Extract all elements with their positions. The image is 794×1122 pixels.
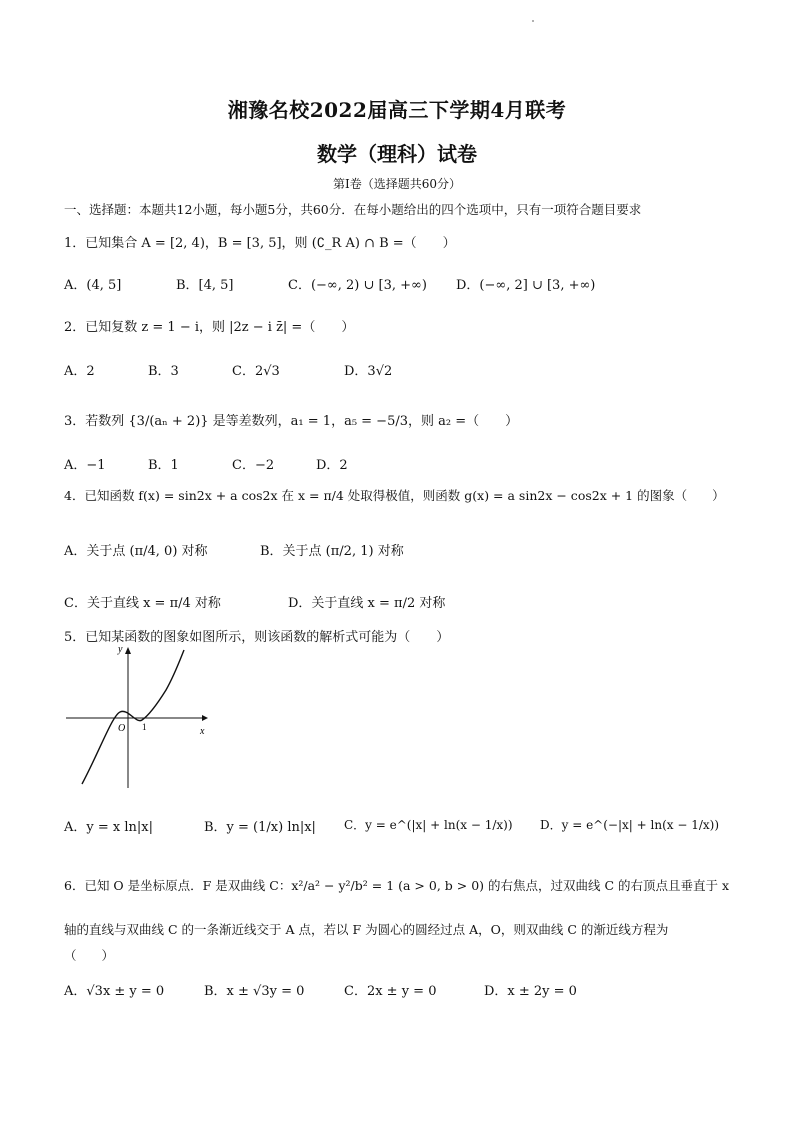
question-2-stem: 2．已知复数 z = 1 − i，则 |2z − i z̄| =（ ） bbox=[64, 320, 355, 335]
question-4-option-b: B．关于点 (π/2, 1) 对称 bbox=[260, 544, 404, 559]
question-1-option-b: B．[4, 5] bbox=[176, 278, 234, 293]
question-3-stem: 3．若数列 {3/(aₙ + 2)} 是等差数列，a₁ = 1，a₅ = −5/3，则 a₂ =（ ） bbox=[64, 414, 519, 429]
question-2-option-c: C．2√3 bbox=[232, 364, 280, 379]
graph-y-arrow bbox=[125, 647, 131, 654]
question-3-option-b: B．1 bbox=[148, 458, 179, 473]
function-graph bbox=[62, 642, 212, 792]
question-6-stem-line-2: 轴的直线与双曲线 C 的一条渐近线交于 A 点，若以 F 为圆心的圆经过点 A，O，则双曲线 C 的渐近线方程为 bbox=[64, 922, 669, 937]
part-label: 第I卷（选择题共60分） bbox=[332, 177, 461, 191]
question-1-stem: 1．已知集合 A = [2, 4)，B = [3, 5]，则 (∁_R A) ∩ B =（ ） bbox=[64, 236, 456, 251]
graph-origin-label: O bbox=[118, 723, 126, 734]
question-6-option-a: A．√3x ± y = 0 bbox=[64, 984, 165, 999]
graph-curve bbox=[82, 650, 184, 784]
question-5-option-c: C．y = e^(|x| + ln(x − 1/x)) bbox=[344, 818, 513, 832]
question-4-option-d: D．关于直线 x = π/2 对称 bbox=[288, 596, 446, 611]
question-5-stem: 5．已知某函数的图象如图所示，则该函数的解析式可能为（ ） bbox=[64, 630, 450, 645]
question-2-option-b: B．3 bbox=[148, 364, 179, 379]
question-1-option-d: D．(−∞, 2] ∪ [3, +∞) bbox=[456, 278, 596, 293]
section-instructions: 一、选择题：本题共12小题，每小题5分，共60分．在每小题给出的四个选项中，只有一项符合题目要求 bbox=[64, 202, 642, 217]
question-3-option-c: C．−2 bbox=[232, 458, 275, 473]
page-title: 湘豫名校2022届高三下学期4月联考 bbox=[227, 98, 567, 122]
graph-x-arrow bbox=[202, 715, 208, 721]
question-2-option-a: A．2 bbox=[64, 364, 95, 379]
question-5-option-d: D．y = e^(−|x| + ln(x − 1/x)) bbox=[540, 818, 720, 832]
question-4-option-c: C．关于直线 x = π/4 对称 bbox=[64, 596, 221, 611]
question-6-stem-line-1: 6．已知 O 是坐标原点．F 是双曲线 C：x²/a² − y²/b² = 1 (a > 0, b > 0) 的右焦点，过双曲线 C 的右顶点且垂直于 x bbox=[64, 878, 730, 893]
question-2-option-d: D．3√2 bbox=[344, 364, 393, 379]
page-subtitle: 数学（理科）试卷 bbox=[317, 142, 477, 166]
question-3-option-a: A．−1 bbox=[64, 458, 106, 473]
question-6-option-b: B．x ± √3y = 0 bbox=[204, 984, 305, 999]
question-4-stem: 4．已知函数 f(x) = sin2x + a cos2x 在 x = π/4 处取得极值，则函数 g(x) = a sin2x − cos2x + 1 的图象（ ） bbox=[64, 488, 725, 503]
question-4-option-a: A．关于点 (π/4, 0) 对称 bbox=[64, 544, 208, 559]
question-3-option-d: D．2 bbox=[316, 458, 348, 473]
question-6-option-c: C．2x ± y = 0 bbox=[344, 984, 437, 999]
question-6-option-d: D．x ± 2y = 0 bbox=[484, 984, 577, 999]
question-6-stem-line-3: （ ） bbox=[64, 948, 115, 963]
graph-x-label: x bbox=[200, 726, 205, 737]
graph-tick-label: 1 bbox=[142, 722, 147, 732]
graph-y-label: y bbox=[118, 644, 123, 655]
scan-dot bbox=[532, 20, 534, 22]
question-5-option-a: A．y = x ln|x| bbox=[64, 820, 153, 835]
question-5-option-b: B．y = (1/x) ln|x| bbox=[204, 820, 316, 835]
question-1-option-a: A．(4, 5] bbox=[64, 278, 122, 293]
question-1-option-c: C．(−∞, 2) ∪ [3, +∞) bbox=[288, 278, 427, 293]
